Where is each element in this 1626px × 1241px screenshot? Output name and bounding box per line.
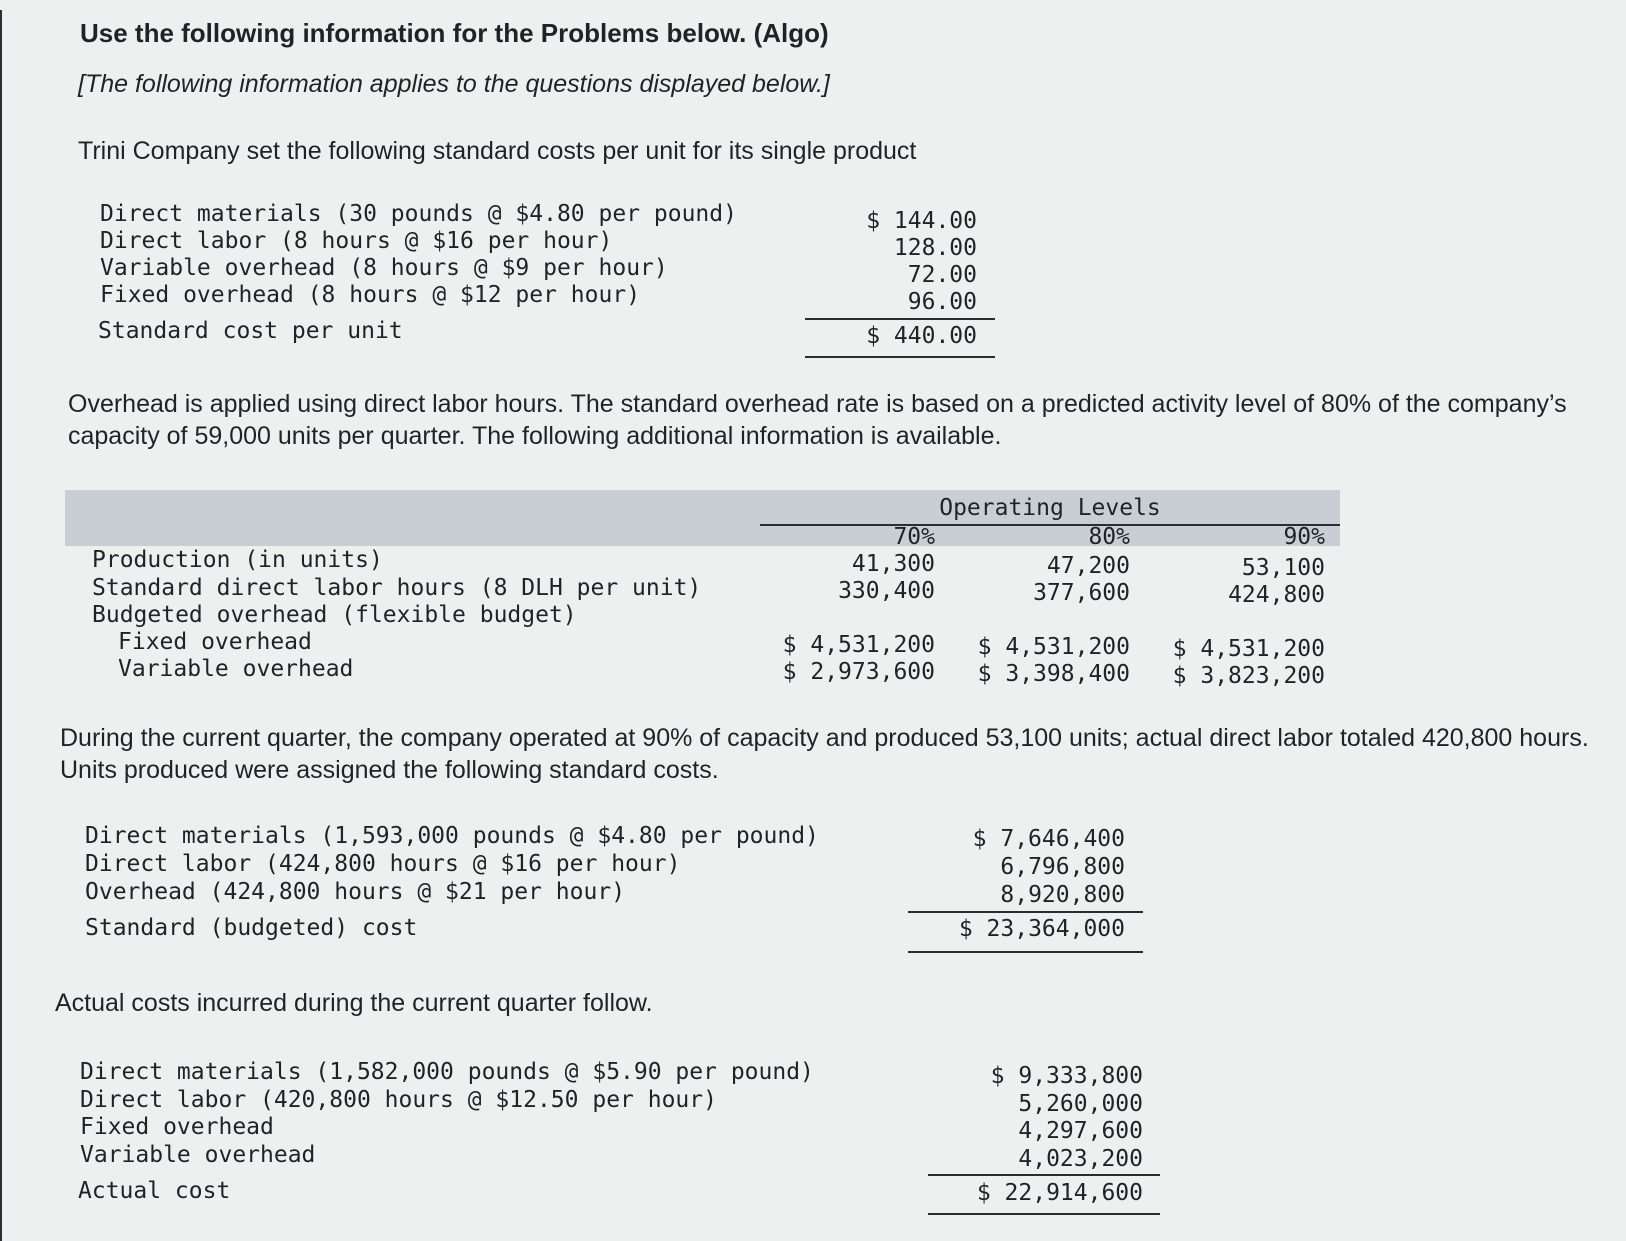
actual-cost-total-label: Actual cost: [78, 1178, 231, 1204]
actual-costs-intro: Actual costs incurred during the current quarter follow.: [55, 989, 653, 1017]
table-cell: 424,800: [1228, 582, 1325, 608]
assigned-costs-value: 6,796,800: [1000, 854, 1125, 880]
assigned-costs-value: 8,920,800: [1000, 882, 1125, 908]
standard-costs-value: 72.00: [907, 262, 977, 288]
standard-cost-total-value: $ 440.00: [866, 323, 977, 349]
current-quarter-paragraph: During the current quarter, the company operated at 90% of capacity and produced 53,100 units; actual direct labor totaled 420,800 hours. Units produced were assigned the following standard costs.: [60, 724, 1589, 784]
actual-costs-label: Direct labor (420,800 hours @ $12.50 per hour): [80, 1087, 717, 1113]
assigned-cost-total-label: Standard (budgeted) cost: [85, 915, 418, 941]
table-cell: $ 3,823,200: [1172, 663, 1325, 689]
actual-costs-value: 4,023,200: [1018, 1146, 1143, 1172]
standard-costs-label: Fixed overhead (8 hours @ $12 per hour): [100, 282, 641, 308]
standard-costs-value: 96.00: [907, 289, 977, 315]
standard-costs-value: 128.00: [893, 235, 977, 261]
row-label: Standard direct labor hours (8 DLH per unit): [92, 575, 702, 601]
subtotal-rule: [928, 1174, 1160, 1176]
standard-costs-value: $ 144.00: [866, 208, 977, 234]
table-cell: 377,600: [1033, 580, 1130, 606]
standard-costs-label: Variable overhead (8 hours @ $9 per hour): [100, 255, 668, 281]
row-label: Production (in units): [92, 547, 383, 573]
page-heading: Use the following information for the Problems below. (Algo): [80, 18, 829, 48]
table-cell: $ 2,973,600: [782, 659, 935, 685]
table-cell: $ 3,398,400: [977, 661, 1130, 687]
actual-cost-total-value: $ 22,914,600: [976, 1180, 1143, 1206]
row-label: Fixed overhead: [118, 629, 312, 655]
assigned-cost-total-value: $ 23,364,000: [958, 916, 1125, 942]
overhead-paragraph: Overhead is applied using direct labor hours. The standard overhead rate is based on a predicted activity level of 80% of the company’s capacity of 59,000 units per quarter. The following additional information is available.: [68, 390, 1567, 450]
subtotal-rule: [805, 318, 995, 320]
actual-costs-value: $ 9,333,800: [990, 1063, 1143, 1089]
assigned-costs-label: Overhead (424,800 hours @ $21 per hour): [85, 879, 626, 905]
assigned-costs-label: Direct materials (1,593,000 pounds @ $4.80 per pound): [85, 823, 819, 849]
row-label: Budgeted overhead (flexible budget): [92, 602, 577, 628]
standard-cost-total-label: Standard cost per unit: [98, 318, 403, 344]
table-cell: 330,400: [838, 578, 935, 604]
table-cell: $ 4,531,200: [977, 634, 1130, 660]
column-header: 70%: [893, 524, 935, 550]
subtotal-rule: [908, 911, 1143, 913]
intro-note: [The following information applies to the questions displayed below.]: [78, 70, 830, 98]
assigned-costs-label: Direct labor (424,800 hours @ $16 per hour): [85, 851, 681, 877]
standard-costs-label: Direct materials (30 pounds @ $4.80 per pound): [100, 201, 737, 227]
operating-levels-title: Operating Levels: [939, 495, 1161, 521]
table-cell: 41,300: [851, 551, 935, 577]
column-header: 90%: [1283, 524, 1325, 550]
column-header: 80%: [1088, 524, 1130, 550]
standard-costs-label: Direct labor (8 hours @ $16 per hour): [100, 228, 613, 254]
actual-costs-label: Fixed overhead: [80, 1114, 274, 1140]
standard-costs-intro: Trini Company set the following standard costs per unit for its single product: [78, 137, 917, 165]
actual-costs-value: 5,260,000: [1018, 1091, 1143, 1117]
actual-costs-value: 4,297,600: [1018, 1118, 1143, 1144]
table-cell: 47,200: [1046, 553, 1130, 579]
row-label: Variable overhead: [118, 656, 354, 682]
table-cell: 53,100: [1241, 555, 1325, 581]
actual-costs-label: Variable overhead: [80, 1142, 316, 1168]
table-cell: $ 4,531,200: [782, 632, 935, 658]
total-rule: [928, 1213, 1160, 1215]
actual-costs-label: Direct materials (1,582,000 pounds @ $5.90 per pound): [80, 1059, 814, 1085]
total-rule: [908, 951, 1143, 953]
page-left-border: [0, 10, 2, 1241]
assigned-costs-value: $ 7,646,400: [972, 826, 1125, 852]
total-rule: [805, 356, 995, 358]
table-cell: $ 4,531,200: [1172, 636, 1325, 662]
